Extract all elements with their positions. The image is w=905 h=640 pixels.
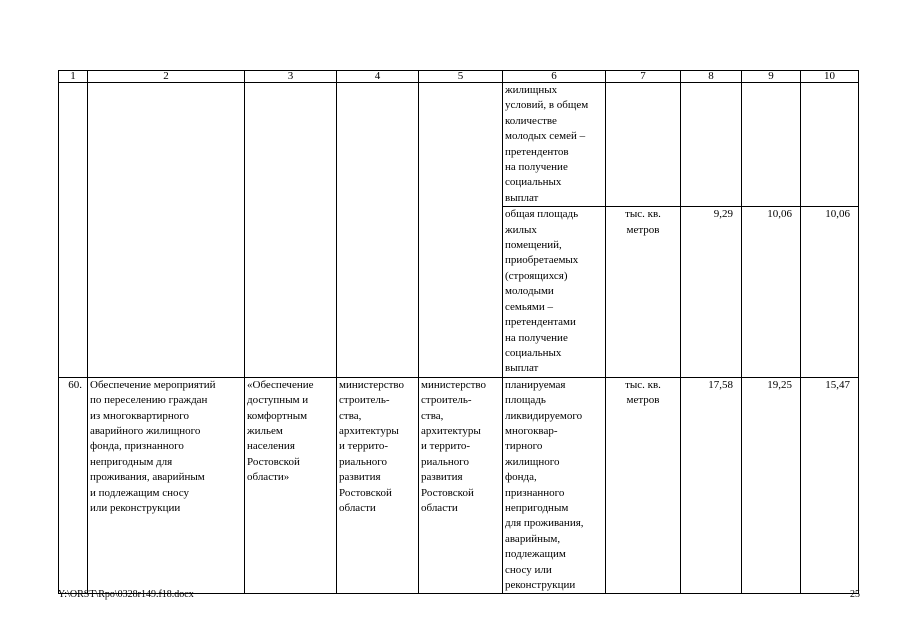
indicator-area-text: общая площадь жилых помещений, приобретаемых (строящихся) молодыми семьями – претендентами на получение социальных выплат [505,208,579,375]
cell-v10-area: 10,06 [801,207,859,377]
continued-row-indicator-1 [59,83,859,207]
cell-unit-empty [606,83,681,207]
table-row-60 [59,377,859,594]
cell-indicator [503,377,606,594]
cell-empty-participant [419,83,503,378]
column-number-5: 5 [419,71,503,83]
column-number-row [59,71,859,83]
column-number-10: 10 [801,71,859,83]
cell-v9-area: 10,06 [742,207,801,377]
column-number-1: 1 [59,71,88,83]
cell-v8-area: 9,29 [681,207,742,377]
participant-text: министерство строитель- ства, архитектуры и террито- риального развития Ростовской области [421,378,487,514]
cell-program [245,377,337,594]
column-number-4: 4 [337,71,419,83]
column-number-6: 6 [503,71,606,83]
footer-page-number: 25 [850,589,860,600]
document-table [58,70,859,594]
unit-text: тыс. кв. метров [625,378,661,407]
column-number-2: 2 [88,71,245,83]
indicator-continued-text: жилищных условий, в общем количестве молодых семей – претендентов на получение социальных выплат [505,84,589,204]
cell-empty-program [245,83,337,378]
cell-empty-executor [337,83,419,378]
cell-v8: 17,58 [681,377,742,594]
column-number-8: 8 [681,71,742,83]
column-number-9: 9 [742,71,801,83]
cell-executor [337,377,419,594]
activity-text: Обеспечение мероприятий по переселению граждан из многоквартирного аварийного жилищного фонда, признанного непригодным для проживания, аварийным и подлежащим сносу или реконструкции [90,378,216,514]
cell-unit-area [606,207,681,377]
cell-activity [88,377,245,594]
unit-area-text: тыс. кв. метров [625,208,661,236]
cell-v8-empty [681,83,742,207]
footer-file-path: Y:\ORST\Rpo\0328r149.f18.docx [58,589,194,600]
cell-empty-num [59,83,88,378]
cell-v9-empty [742,83,801,207]
cell-indicator-area [503,207,606,377]
cell-v9: 19,25 [742,377,801,594]
cell-empty-activity [88,83,245,378]
cell-participant [419,377,503,594]
cell-indicator-continued [503,83,606,207]
executor-text: министерство строитель- ства, архитектуры и террито- риального развития Ростовской области [339,378,405,514]
column-number-7: 7 [606,71,681,83]
cell-row-number: 60. [59,377,88,594]
cell-unit [606,377,681,594]
indicator-text: планируемая площадь ликвидируемого многоквар- тирного жилищного фонда, признанного непригодным для проживания, аварийным, подлежащим сносу или реконструкции [505,378,584,591]
cell-v10-empty [801,83,859,207]
cell-v10: 15,47 [801,377,859,594]
program-text: «Обеспечение доступным и комфортным жильем населения Ростовской области» [247,378,314,484]
column-number-3: 3 [245,71,337,83]
